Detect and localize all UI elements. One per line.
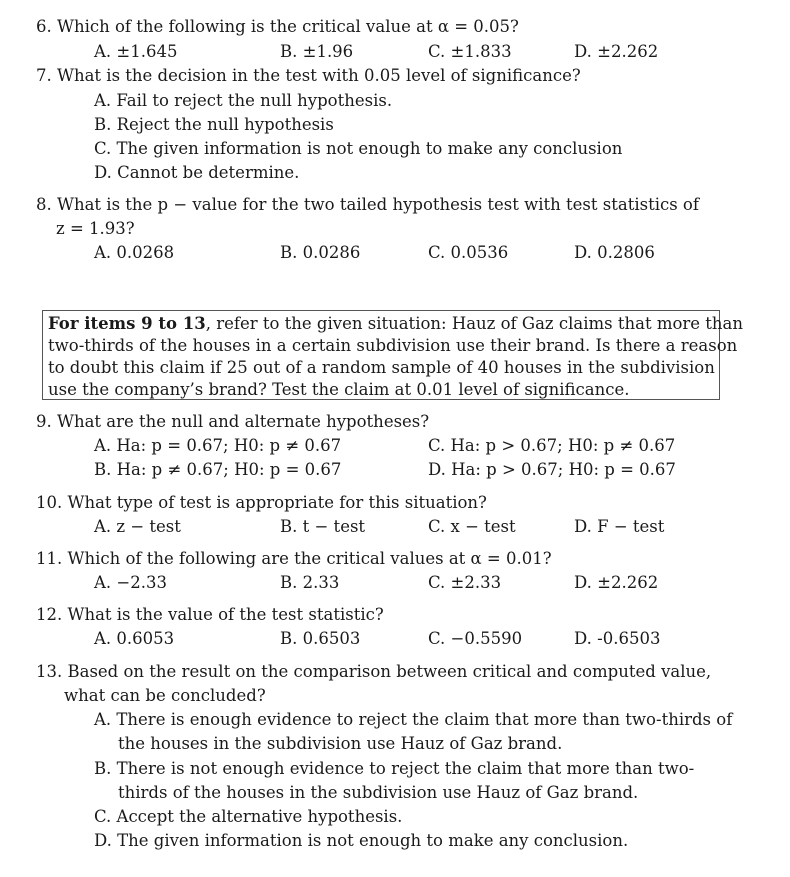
q9-option-b: B. Ha: p ≠ 0.67; H0: p = 0.67 (94, 460, 342, 479)
q12-option-b: B. 0.6503 (280, 629, 361, 648)
q13-option-c: C. Accept the alternative hypothesis. (94, 807, 403, 826)
q8-option-c: C. 0.0536 (428, 243, 509, 262)
q12-option-c: C. −0.5590 (428, 629, 523, 648)
q8-option-b: B. 0.0286 (280, 243, 361, 262)
q13-stem-line2: what can be concluded? (64, 686, 266, 705)
q11-option-c: C. ±2.33 (428, 573, 502, 592)
q8-stem-line2: z = 1.93? (56, 219, 135, 238)
q10-option-d: D. F − test (574, 517, 665, 536)
q10-option-c: C. x − test (428, 517, 516, 536)
q12-option-a: A. 0.6053 (94, 629, 175, 648)
situation-line2: two-thirds of the houses in a certain subdivision use their brand. Is there a reason (48, 336, 738, 355)
situation-line1 (48, 313, 743, 335)
q11-option-d: D. ±2.262 (574, 573, 659, 592)
situation-line3: to doubt this claim if 25 out of a random sample of 40 houses in the subdivision (48, 358, 715, 377)
q13-option-b-line1: B. There is not enough evidence to reject the claim that more than two- (94, 759, 695, 778)
q13-option-a-line1: A. There is enough evidence to reject the claim that more than two-thirds of (94, 710, 733, 729)
q11-option-b: B. 2.33 (280, 573, 340, 592)
q6-option-a: A. ±1.645 (94, 42, 178, 61)
q6-option-d: D. ±2.262 (574, 42, 659, 61)
q6-option-b: B. ±1.96 (280, 42, 354, 61)
q8-option-a: A. 0.0268 (94, 243, 175, 262)
q8-option-d: D. 0.2806 (574, 243, 655, 262)
situation-bold-lead: For items 9 to 13 (48, 314, 206, 333)
q12-stem: 12. What is the value of the test statistic? (36, 605, 384, 624)
q10-stem: 10. What type of test is appropriate for this situation? (36, 493, 487, 512)
q13-option-a-line2: the houses in the subdivision use Hauz of Gaz brand. (118, 734, 563, 753)
q13-option-b-line2: thirds of the houses in the subdivision use Hauz of Gaz brand. (118, 783, 639, 802)
q10-option-a: A. z − test (94, 517, 181, 536)
q13-option-d: D. The given information is not enough to make any conclusion. (94, 831, 629, 850)
q13-stem-line1: 13. Based on the result on the comparison between critical and computed value, (36, 662, 712, 681)
q9-option-a: A. Ha: p = 0.67; H0: p ≠ 0.67 (94, 436, 342, 455)
q10-option-b: B. t − test (280, 517, 366, 536)
q12-option-d: D. -0.6503 (574, 629, 661, 648)
q9-option-c: C. Ha: p > 0.67; H0: p ≠ 0.67 (428, 436, 676, 455)
q7-option-c: C. The given information is not enough to make any conclusion (94, 139, 623, 158)
q9-option-d: D. Ha: p > 0.67; H0: p = 0.67 (428, 460, 676, 479)
situation-line4: use the company’s brand? Test the claim at 0.01 level of significance. (48, 380, 630, 399)
q6-stem: 6. Which of the following is the critical value at α = 0.05? (36, 17, 519, 36)
q7-stem: 7. What is the decision in the test with 0.05 level of significance? (36, 66, 581, 85)
q9-stem: 9. What are the null and alternate hypotheses? (36, 412, 430, 431)
q11-stem: 11. Which of the following are the critical values at α = 0.01? (36, 549, 552, 568)
q7-option-b: B. Reject the null hypothesis (94, 115, 334, 134)
q11-option-a: A. −2.33 (94, 573, 167, 592)
q7-option-a: A. Fail to reject the null hypothesis. (94, 91, 393, 110)
q7-option-d: D. Cannot be determine. (94, 163, 300, 182)
q6-option-c: C. ±1.833 (428, 42, 512, 61)
situation-line1-rest: , refer to the given situation: Hauz of Gaz claims that more than (205, 314, 744, 333)
q8-stem-line1: 8. What is the p − value for the two tailed hypothesis test with test statistics of (36, 195, 699, 214)
